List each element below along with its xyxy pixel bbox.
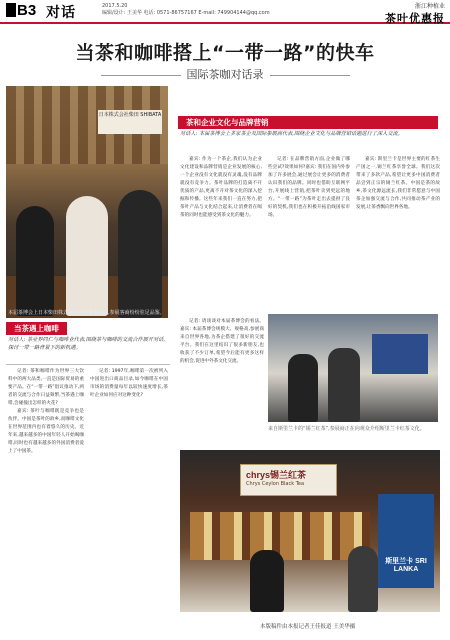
right-lead: 对话人: 本届茶博会上多家茶企及国际参展商代表,围绕企业文化与品牌营销话题进行了深入交流。: [180, 131, 403, 137]
right-col-3: 嘉宾: 斯里兰卡是世界主要的红茶生产国之一,锡兰红茶享誉全球。我们这次带来了多款产品,希望让更多中国消费者品尝到正宗的锡兰红茶。中国是茶的故乡,茶文化源远流长,我们非常愿意与中国茶企加强交流与合作,共同推动茶产业的发展,让茶香飘向世界各地。: [356, 157, 440, 210]
person-figure: [118, 190, 162, 318]
issue-date: 2017.5.20: [102, 3, 128, 9]
photo-credit: 本版稿件由本报记者王佳报道 王美华摄: [260, 624, 356, 630]
tea-tins: [190, 512, 370, 560]
paragraph: 记者: 茶和咖啡作为世界三大饮料中的两大品类,一直是国际贸易的重要产品。在“一带一路”倡议推动下,两者的交流与合作日益频繁,当茶遇上咖啡,会碰撞出怎样的火花?: [8, 369, 84, 406]
left-lead: 对话人: 茶业界同仁与咖啡业代表,围绕茶与咖啡的交流合作展开对话,探讨一带一路背景下的新机遇。: [8, 337, 166, 352]
page-marker-icon: [6, 3, 16, 17]
left-col-1: [8, 368, 84, 622]
brand-main: 茶叶优惠报: [385, 12, 445, 25]
photo-exhibitors: [268, 314, 438, 422]
masthead: [0, 0, 450, 24]
page-number-text: B3: [17, 2, 37, 19]
photo1-caption: 本届茶博会上日本柴田株式会社展位备受关注,参展客商纷纷驻足品鉴。: [8, 310, 165, 316]
person-figure: [250, 550, 284, 612]
person-figure: [16, 206, 54, 316]
section-tag-brand: 茶和企业文化与品牌营销: [178, 116, 438, 129]
photo-screen: [372, 334, 428, 374]
paragraph: 记者: 1997年,咖啡第一次被列入中国进出口商品目录,如今咖啡在中国市场的消费量每年以较快速度增长,茶叶企业如何应对这种变化?: [90, 369, 168, 398]
person-figure: [328, 348, 360, 422]
person-figure: [348, 546, 378, 612]
section-name: 对话: [46, 5, 76, 21]
subheadline-text: 国际茶咖对话录: [186, 68, 264, 81]
section-tag-tea-coffee: 当茶遇上咖啡: [6, 322, 67, 335]
left-col-2: [90, 368, 168, 622]
banner-title: chrys锡兰红茶: [246, 470, 307, 480]
ceylon-banner: [240, 464, 337, 496]
sri-lanka-text: 斯里兰卡 SRI LANKA: [385, 558, 427, 573]
right-col-4: 记者: 请谈谈对本届茶博会的看法。嘉宾: 本届茶博会规模大、规格高,参展商来自世界各地,为茶企搭建了很好的交流平台。我们在这里结识了很多新朋友,也收获了不少订单,希望今后能有更多这样的机会,促进中外茶文化交流。: [180, 319, 264, 364]
subheadline: [0, 66, 450, 82]
sri-lanka-sign: [378, 494, 434, 588]
banner-subtitle: Chrys Ceylon Black Tea: [246, 481, 305, 487]
editor-contact: 编辑/设计: 王美华 电话: 0571-86757167 E-mail: 749904144@qq.com: [102, 10, 270, 16]
brand-top: 浙江种植业: [414, 3, 445, 10]
right-col-1: 嘉宾: 作为一个茶企,我们认为企业文化建设和品牌营销是企业发展的核心,一个企业没有文化就没有灵魂,没有品牌就没有竞争力。茶叶品牌的打造离不开优质的产品,更离不开对茶文化的深入挖掘和传播。这些年来我们一直在努力,把茶叶产品与文化结合起来,让消费者在喝茶的同时也能感受到茶文化的魅力。: [180, 157, 262, 218]
photo-shibata-booth: [6, 86, 168, 318]
booth-sign: 日本株式会社柴田 SHIBATA: [98, 110, 162, 134]
headline: 当茶和咖啡搭上“一带一路”的快车: [75, 42, 375, 64]
paragraph: 嘉宾: 茶叶与咖啡既是竞争也是伙伴。中国是茶叶的故乡,而咖啡文化在世界范围内也有着悠久的历史。近年来,越来越多的中国年轻人开始喝咖啡,同时也有越来越多的外国消费者爱上了中国茶。: [8, 409, 84, 454]
divider: [6, 364, 170, 365]
photo2-caption: 来自斯里兰卡的“锡兰红茶”,参展商正在向观众介绍斯里兰卡红茶文化。: [268, 426, 425, 432]
page-number: [6, 2, 36, 19]
person-figure: [288, 354, 318, 422]
person-figure: [66, 196, 108, 316]
newspaper-brand: [385, 1, 445, 26]
right-col-2: 记者: 在品牌营销方面,企业做了哪些尝试?效果如何?嘉宾: 我们在国内外参加了许多展会,通过展会让更多的消费者认识我们的品牌。同时也借助互联网平台,开展线上营销,把茶叶卖到更远的地方。“一带一路”为茶叶走出去提供了良好的契机,我们也在积极开拓沿线国家市场。: [268, 157, 350, 218]
masthead-meta: [102, 3, 332, 17]
photo-ceylon-booth: [180, 450, 440, 612]
